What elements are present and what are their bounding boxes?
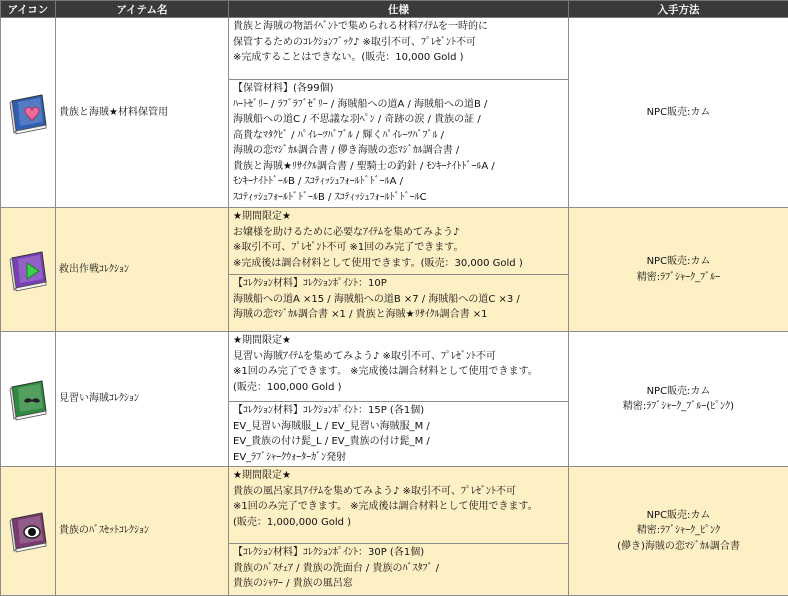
table-row <box>1 208 788 275</box>
obtain-line: 精密:ﾗﾌﾞｼｬｰｸ_ﾌﾞﾙｰ <box>569 270 788 286</box>
spec-line: ※完成後は調合材料として使用できます。(販売：30,000 Gold ) <box>233 256 564 272</box>
table-row <box>1 18 788 80</box>
obtain-method <box>569 467 788 596</box>
spec-line: 【ｺﾚｸｼｮﾝ材料】ｺﾚｸｼｮﾝﾎﾟｲﾝﾄ：10P <box>233 276 564 292</box>
spec-line: ｽｺﾃｨｯｼｭﾌｫｰﾙﾄﾞﾄﾞｰﾙB / ｽｺﾃｨｯｼｭﾌｫｰﾙﾄﾞﾄﾞｰﾙC <box>233 190 564 206</box>
spec-materials <box>229 402 569 467</box>
heart-book-icon <box>1 91 55 135</box>
spec-line: ※1回のみ完了できます。 ※完成後は調合材料として使用できます。 <box>233 499 564 515</box>
spec-line: 貴族のﾊﾞｽﾁｪｱ / 貴族の洗面台 / 貴族のﾊﾞｽﾀﾌﾞ / <box>233 561 564 577</box>
spec-line: 高貴なﾏﾀｸﾋﾞ / ﾊﾟｲﾚｰﾂﾊﾞﾌﾞﾙ / 輝くﾊﾟｲﾚｰﾂﾊﾞﾌﾞﾙ / <box>233 128 564 144</box>
header-spec: 仕様 <box>229 1 569 18</box>
spec-line: ★期間限定★ <box>233 468 564 484</box>
spec-line: ★期間限定★ <box>233 333 564 349</box>
obtain-line: 精密:ﾗﾌﾞｼｬｰｸ_ﾌﾞﾙｰ(ﾋﾟﾝｸ) <box>569 399 788 415</box>
spec-materials <box>229 80 569 208</box>
table-row <box>1 467 788 544</box>
obtain-line: (儚き)海賊の恋ﾏｼﾞｶﾙ調合書 <box>569 539 788 555</box>
spec-line: ※1回のみ完了できます。 ※完成後は調合材料として使用できます。 <box>233 364 564 380</box>
spec-line: EV_貴族の付け髭_L / EV_貴族の付け髭_M / <box>233 434 564 450</box>
spec-line: 【ｺﾚｸｼｮﾝ材料】ｺﾚｸｼｮﾝﾎﾟｲﾝﾄ：15P (各1個) <box>233 403 564 419</box>
obtain-line: NPC販売:カム <box>569 508 788 524</box>
spec-line: 貴族の風呂家具ｱｲﾃﾑを集めてみよう♪ ※取引不可、ﾌﾟﾚｾﾞﾝﾄ不可 <box>233 484 564 500</box>
spec-description <box>229 332 569 402</box>
obtain-line: NPC販売:カム <box>569 384 788 400</box>
spec-line: 貴族と海賊の物語ｲﾍﾞﾝﾄで集められる材料ｱｲﾃﾑを一時的に <box>233 19 564 35</box>
icon-cell <box>1 208 56 332</box>
spec-line: 貴族のｼｬﾜｰ / 貴族の風呂窓 <box>233 576 564 592</box>
spec-line: 【ｺﾚｸｼｮﾝ材料】ｺﾚｸｼｮﾝﾎﾟｲﾝﾄ：30P (各1個) <box>233 545 564 561</box>
obtain-line: NPC販売:カム <box>569 105 788 121</box>
spec-description <box>229 18 569 80</box>
spec-line: (販売：100,000 Gold ) <box>233 380 564 396</box>
play-book-icon <box>1 248 55 292</box>
spec-line: ★期間限定★ <box>233 209 564 225</box>
spec-line: 海賊船への道A ×15 / 海賊船への道B ×7 / 海賊船への道C ×3 / <box>233 292 564 308</box>
icon-cell <box>1 18 56 208</box>
table-header-row <box>1 1 788 18</box>
header-item-name: アイテム名 <box>56 1 229 18</box>
item-name: 貴族のﾊﾞｽｾｯﾄｺﾚｸｼｮﾝ <box>56 467 229 596</box>
spec-materials <box>229 544 569 596</box>
spec-line: 海賊の恋ﾏｼﾞｶﾙ調合書 ×1 / 貴族と海賊★ﾘｻｲｸﾙ調合書 ×1 <box>233 307 564 323</box>
spec-line: 海賊の恋ﾏｼﾞｶﾙ調合書 / 儚き海賊の恋ﾏｼﾞｶﾙ調合書 / <box>233 143 564 159</box>
icon-cell <box>1 467 56 596</box>
item-name: 見習い海賊ｺﾚｸｼｮﾝ <box>56 332 229 467</box>
spec-line: ﾊｰﾄｾﾞﾘｰ / ﾗﾌﾞﾗﾌﾞｾﾞﾘｰ / 海賊船への道A / 海賊船への道B / <box>233 97 564 113</box>
obtain-line: NPC販売:カム <box>569 254 788 270</box>
header-icon: アイコン <box>1 1 56 18</box>
obtain-method <box>569 208 788 332</box>
spec-line: ﾓﾝｷｰﾅｲﾄﾄﾞｰﾙB / ｽｺﾃｨｯｼｭﾌｫｰﾙﾄﾞﾄﾞｰﾙA / <box>233 174 564 190</box>
spec-line: 見習い海賊ｱｲﾃﾑを集めてみよう♪ ※取引不可、ﾌﾟﾚｾﾞﾝﾄ不可 <box>233 349 564 365</box>
spec-description <box>229 208 569 275</box>
spec-line: お嬢様を助けるために必要なｱｲﾃﾑを集めてみよう♪ <box>233 225 564 241</box>
spec-line: (販売：1,000,000 Gold ) <box>233 515 564 531</box>
icon-cell <box>1 332 56 467</box>
obtain-method <box>569 18 788 208</box>
spec-line: EV_ﾗﾌﾞｼｬｰｸｳｫｰﾀｰｶﾞﾝ発射 <box>233 450 564 466</box>
item-name: 貴族と海賊★材料保管用 <box>56 18 229 208</box>
spec-description <box>229 467 569 544</box>
mustache-book-icon <box>1 377 55 421</box>
spec-line: 海賊船への道C / 不思議な羽ﾍﾟﾝ / 奇跡の涙 / 貴族の証 / <box>233 112 564 128</box>
spec-line: 【保管材料】(各99個) <box>233 81 564 97</box>
header-obtain: 入手方法 <box>569 1 788 18</box>
spec-line: ※完成することはできない。(販売：10,000 Gold ) <box>233 50 564 66</box>
spec-line: 保管するためのｺﾚｸｼｮﾝﾌﾞｯｸ♪ ※取引不可、ﾌﾟﾚｾﾞﾝﾄ不可 <box>233 35 564 51</box>
obtain-method <box>569 332 788 467</box>
obtain-line: 精密:ﾗﾌﾞｼｬｰｸ_ﾋﾟﾝｸ <box>569 523 788 539</box>
item-name: 救出作戦ｺﾚｸｼｮﾝ <box>56 208 229 332</box>
table-row <box>1 332 788 402</box>
eye-book-icon <box>1 509 55 553</box>
spec-line: EV_見習い海賊服_L / EV_見習い海賊服_M / <box>233 419 564 435</box>
spec-line: ※取引不可、ﾌﾟﾚｾﾞﾝﾄ不可 ※1回のみ完了できます。 <box>233 240 564 256</box>
spec-line: 貴族と海賊★ﾘｻｲｸﾙ調合書 / 聖騎士の釣針 / ﾓﾝｷｰﾅｲﾄﾄﾞｰﾙA / <box>233 159 564 175</box>
spec-materials <box>229 275 569 332</box>
